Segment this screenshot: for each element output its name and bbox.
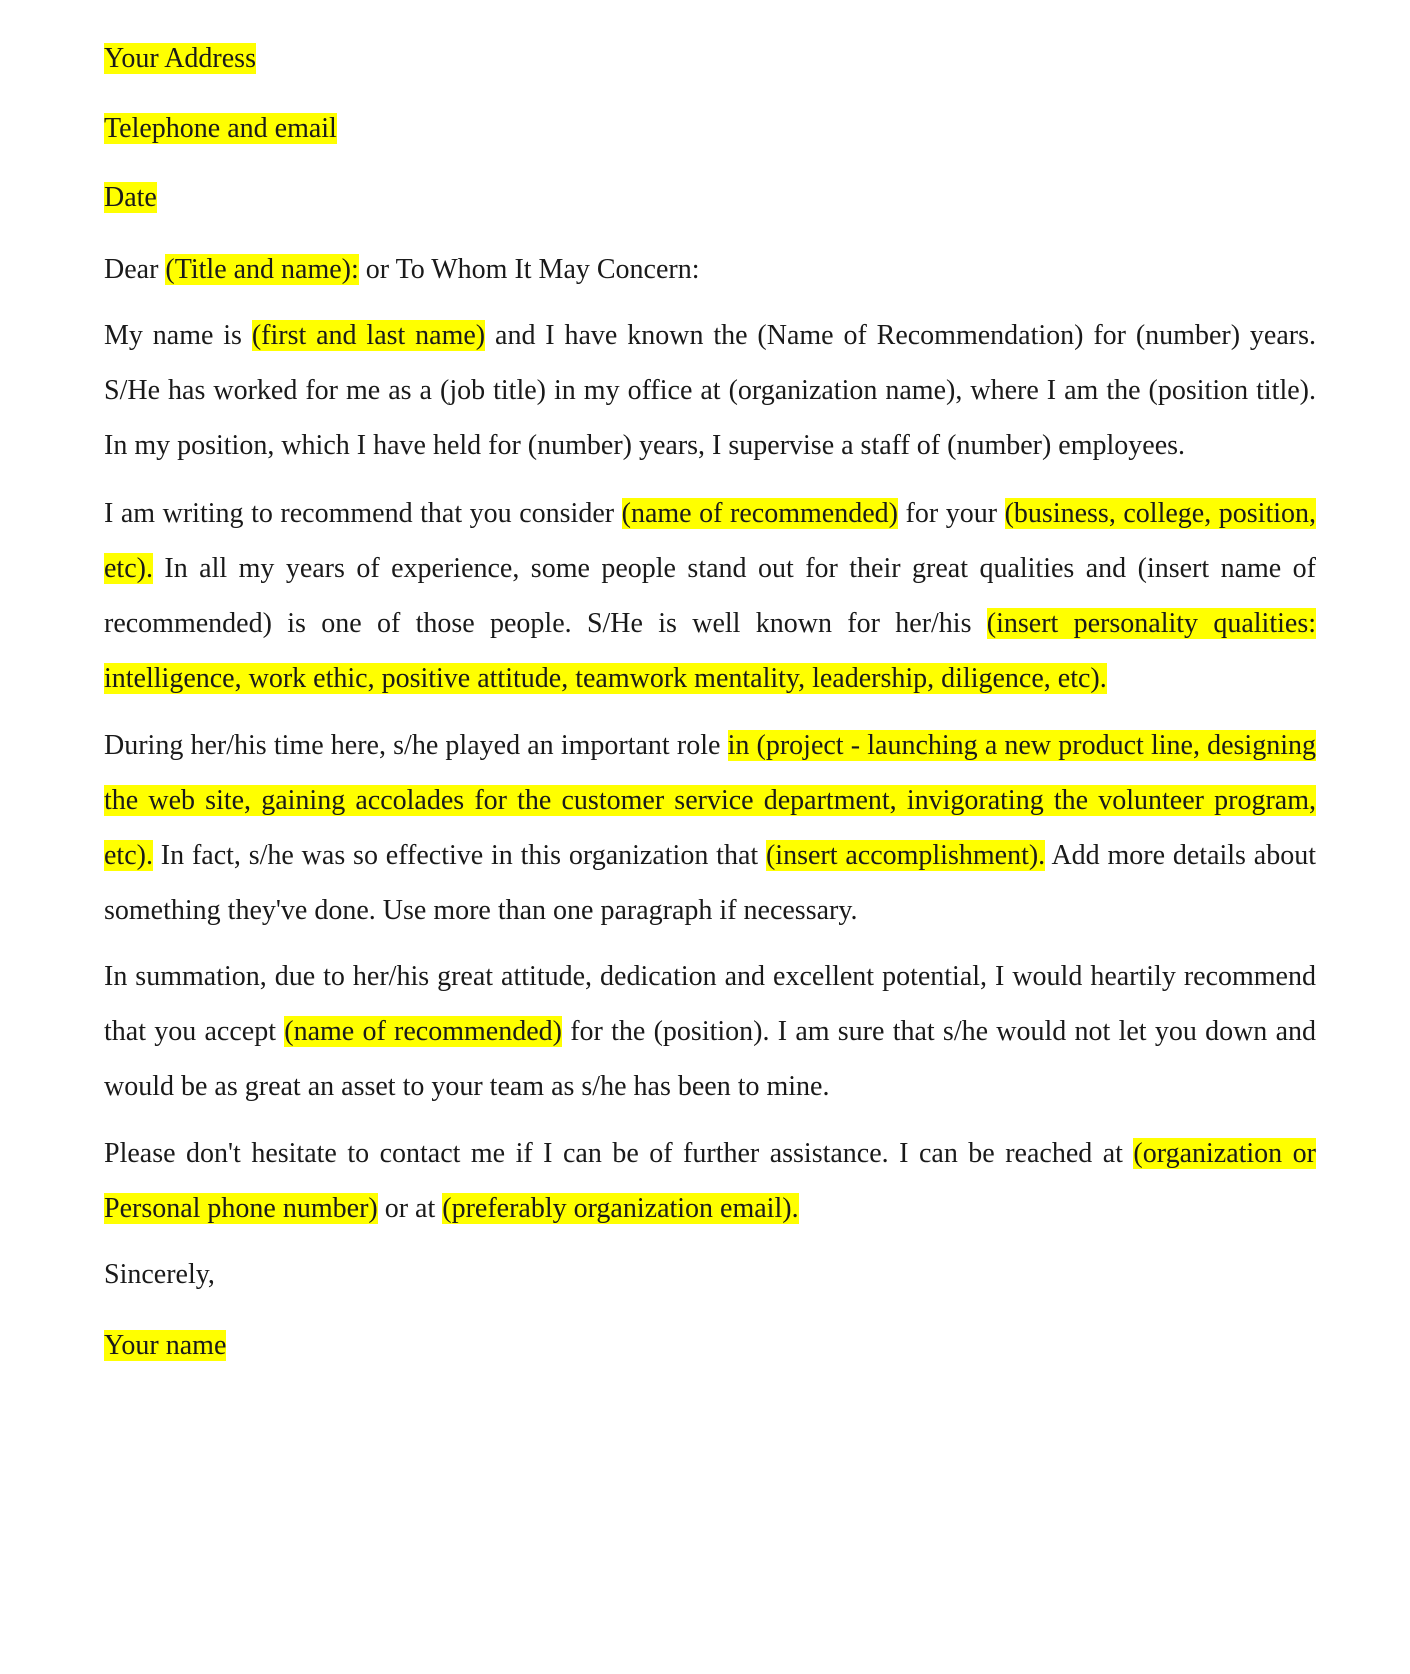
p2-text-2: for your bbox=[897, 498, 1005, 529]
salutation bbox=[104, 251, 1316, 289]
date-placeholder: Date bbox=[104, 182, 157, 213]
signature bbox=[104, 1327, 1316, 1365]
p3-text-1: During her/his time here, s/he played an important role bbox=[104, 730, 728, 761]
paragraph-introduction bbox=[104, 308, 1316, 473]
p2-text-1: I am writing to recommend that you consider bbox=[104, 498, 622, 529]
paragraph-contact bbox=[104, 1126, 1316, 1236]
recipient-placeholder: (Title and name): bbox=[165, 254, 359, 285]
paragraph-recommendation bbox=[104, 486, 1316, 706]
sender-contact bbox=[104, 110, 1316, 148]
qualities-placeholder: (insert personality qualities: intelligence, work ethic, positive attitude, teamwork mentality, leadership, diligence, etc). bbox=[104, 608, 1316, 694]
telephone-placeholder: Telephone and email bbox=[104, 113, 337, 144]
salutation-rest: or To Whom It May Concern: bbox=[358, 254, 700, 285]
paragraph-achievements bbox=[104, 718, 1316, 938]
writer-name-placeholder: (first and last name) bbox=[251, 320, 486, 351]
recommended-name-placeholder: (name of recommended) bbox=[621, 498, 898, 529]
salutation-dear: Dear bbox=[104, 254, 166, 285]
p5-text-1: Please don't hesitate to contact me if I can be of further assistance. I can be reached at bbox=[104, 1138, 1134, 1169]
letter-date bbox=[104, 179, 1316, 217]
signature-placeholder: Your name bbox=[104, 1330, 227, 1361]
project-placeholder: in (project - launching a new product line, designing the web site, gaining accolades for the customer service department, invigorating the volunteer program, etc). bbox=[104, 730, 1316, 871]
p1-text-2: and I have known the (Name of Recommendation) for (number) years. S/He has worked for me as a (job title) in my office at (organization name), where I am the (position title). In my position, which I have held for (number) years, I supervise a staff of (number) employees. bbox=[104, 320, 1316, 461]
letter-document bbox=[104, 40, 1316, 1365]
address-placeholder: Your Address bbox=[104, 43, 256, 74]
closing: Sincerely, bbox=[104, 1259, 215, 1290]
p3-text-2: In fact, s/he was so effective in this organization that bbox=[152, 840, 766, 871]
p5-text-2: or at bbox=[377, 1193, 443, 1224]
recommended-name-placeholder-2: (name of recommended) bbox=[284, 1016, 562, 1047]
p4-text-1: In summation, due to her/his great attitude, dedication and excellent potential, I would heartily recommend that you accept bbox=[104, 961, 1316, 1047]
p4-text-2: for the (position). I am sure that s/he would not let you down and would be as great an asset to your team as s/he has been to mine. bbox=[104, 1016, 1316, 1102]
accomplishment-placeholder: (insert accomplishment). bbox=[765, 840, 1046, 871]
paragraph-summation bbox=[104, 949, 1316, 1114]
p2-text-3: In all my years of experience, some people stand out for their great qualities and (insert name of recommended) is one of those people. S/He is well known for her/his bbox=[104, 553, 1316, 639]
target-placeholder: (business, college, position, etc). bbox=[104, 498, 1316, 584]
email-placeholder: (preferably organization email). bbox=[442, 1193, 799, 1224]
phone-placeholder: (organization or Personal phone number) bbox=[104, 1138, 1316, 1224]
p1-text-1: My name is bbox=[104, 320, 252, 351]
sender-address bbox=[104, 40, 1316, 78]
p3-text-3: Add more details about something they've done. Use more than one paragraph if necessary. bbox=[104, 840, 1316, 926]
